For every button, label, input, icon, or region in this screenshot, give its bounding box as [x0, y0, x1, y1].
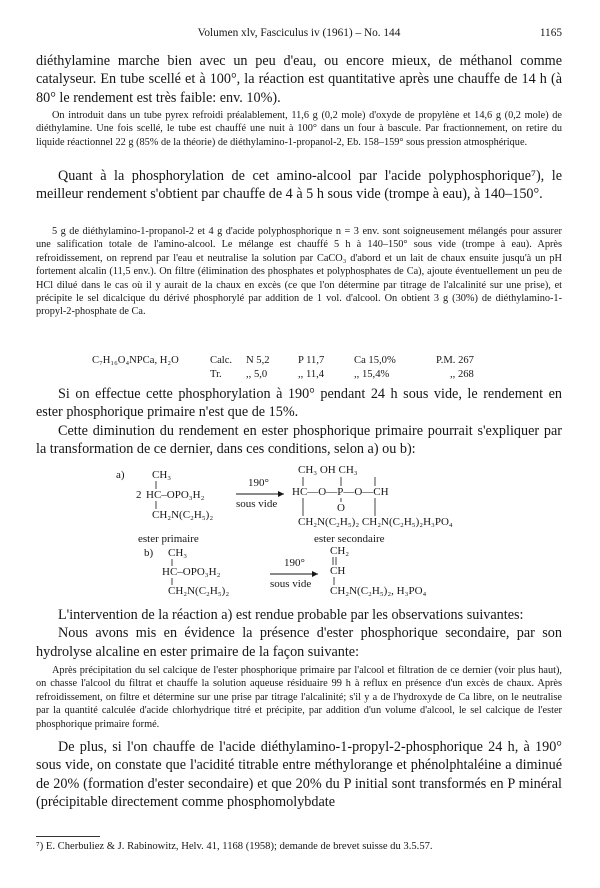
elemental-analysis: [36, 355, 562, 383]
product-a-oxygen: O: [337, 502, 345, 514]
footnote-rule: [36, 836, 100, 837]
product-b-middle: CH: [330, 565, 346, 577]
running-title: Volumen xlv, Fasciculus iv (1961) – No. 144: [197, 27, 401, 39]
analysis-calc-n: N 5,2: [246, 355, 270, 366]
paragraph-yield-190: [36, 385, 562, 422]
arrow-b-temperature: 190°: [284, 557, 305, 569]
paragraph-text: diéthylamine marche bien avec un peu d'eau, ou encore mieux, de méthanol comme catalyseur. En tube scellé et à 100°, la réaction est quantitative après une chauffe de 14 h (à 80° le rendement est très faible: env. 10%).: [36, 53, 562, 106]
scheme-label-b: b): [144, 547, 154, 559]
paragraph-text: L'intervention de la réaction a) est rendue probable par les observations suivantes:: [58, 607, 524, 623]
reactant-a-ch3: CH₃: [152, 469, 172, 481]
analysis-calc-p: P 11,7: [298, 355, 325, 366]
arrow-b-vacuum: sous vide: [270, 578, 312, 590]
arrow-head-b: [312, 571, 318, 577]
analysis-found-ca: ,, 15,4%: [354, 369, 390, 380]
analysis-formula: C₇H₁₆O₄NPCa, H₂O: [92, 355, 179, 366]
paragraph-text: Si on effectue cette phosphorylation à 190° pendant 24 h sous vide, le rendement en ester phosphorique primaire n'est que de 15%.: [36, 386, 562, 421]
experimental-text: Après précipitation du sel calcique de l'ester phosphorique primaire par l'alcool et filtration de ce dernier (voir plus haut), on chasse l'alcool du filtrat et chauffe la solution aqueuse résiduaire 99 h à reflux en présence d'un excès de chaux. Après refroidissement, on filtre et détermine sur une prise par titrage l'alcalinité; s'il y a de l'hydroxyde de Ca libre, on le neutralise par la quantité calculée d'acide chlorhydrique titré et précipite, par addition d'un volume d'alcool, le sel calcique de l'ester phosphorique primaire formé.: [36, 665, 562, 730]
reactant-b-ch2n: CH₂N(C₂H₅)₂: [168, 585, 230, 597]
paragraph-catalyst: [36, 52, 562, 107]
paragraph-observations: [36, 606, 562, 661]
arrow-head-a: [278, 491, 284, 497]
product-b-bottom: CH₂N(C₂H₅)₂, H₃PO₄: [330, 585, 427, 597]
analysis-found-pm: ,, 268: [450, 369, 474, 380]
scheme-label-a: a): [116, 469, 125, 481]
analysis-calc-ca: Ca 15,0%: [354, 355, 396, 366]
arrow-a-temperature: 190°: [248, 477, 269, 489]
product-a-top: CH₃ OH CH₃: [298, 464, 358, 476]
reactant-b-hc: HC–OPO₃H₂: [162, 566, 221, 578]
footnote: [36, 840, 562, 853]
paragraph-explanation: [36, 422, 562, 459]
paragraph-phosphorylation: [36, 167, 562, 204]
caption-ester-secondaire: ester secondaire: [314, 533, 385, 545]
reactant-a-ch2n: CH₂N(C₂H₅)₂: [152, 509, 214, 521]
experimental-text: On introduit dans un tube pyrex refroidi préalablement, 11,6 g (0,2 mole) d'oxyde de propylène et 14,6 g (0,2 mole) de diéthylamine. Une fois scellé, le tube est chauffé une nuit à 100° dans un four à bascule. Par fractionnement, on retire du liquide réactionnel 22 g (85% de la théorie) de diéthylamino-1-propanol-2, Eb. 158–159° sous pression atmosphérique.: [36, 110, 562, 148]
analysis-calc-label: Calc.: [210, 355, 233, 366]
experimental-block-3: [36, 664, 562, 731]
product-a-bottom: CH₂N(C₂H₅)₂ CH₂N(C₂H₅)₂H₃PO₄: [298, 516, 453, 528]
reactant-a-coefficient: 2: [136, 489, 142, 501]
analysis-found-n: ,, 5,0: [246, 369, 268, 380]
footnote-text: ⁷) E. Cherbuliez & J. Rabinowitz, Helv. 41, 1168 (1958); demande de brevet suisse du 3.5.57.: [36, 841, 433, 852]
analysis-molar-mass: P.M. 267: [436, 355, 474, 366]
reactant-a-hc: HC–OPO₃H₂: [146, 489, 205, 501]
reactant-b-ch3: CH₃: [168, 547, 188, 559]
paragraph-text: Quant à la phosphorylation de cet amino-alcool par l'acide polyphosphorique⁷), le meilleur rendement s'obtient par chauffe de 4 à 5 h sous vide (trompe à eau), à 140–150°.: [36, 168, 562, 203]
paragraph-text: Cette diminution du rendement en ester phosphorique primaire pourrait s'expliquer par la transformation de ce dernier, dans ces conditions, selon a) ou b):: [36, 423, 562, 458]
running-header: [36, 27, 562, 43]
paragraph-acidity: [36, 738, 562, 812]
experimental-block-1: [36, 109, 562, 149]
caption-ester-primaire: ester primaire: [138, 533, 199, 545]
experimental-block-2: [36, 225, 562, 319]
product-a-middle: HC—O—P—O—CH: [292, 486, 389, 498]
analysis-found-p: ,, 11,4: [298, 369, 325, 380]
paragraph-text: De plus, si l'on chauffe de l'acide diéthylamino-1-propyl-2-phosphorique 24 h, à 190° sous vide, on constate que l'acidité titrable entre méthylorange et phénolphtaléine a diminué de 20% (formation d'ester secondaire) et que 20% du P initial sont transformés en P minéral (précipitable directement comme phosphomolybdate: [36, 739, 562, 811]
page-number: 1165: [539, 27, 562, 39]
product-b-top: CH₂: [330, 545, 350, 557]
paragraph-text: Nous avons mis en évidence la présence d'ester phosphorique secondaire, par son hydrolyse alcaline en ester primaire de la façon suivante:: [36, 625, 562, 660]
experimental-text: 5 g de diéthylamino-1-propanol-2 et 4 g d'acide polyphosphorique n = 3 env. sont soigneusement mélangés pour assurer une salification totale de l'amino-alcool. Le mélange est chauffé 5 h à 140–150° sous vide (trompe à eau). Après refroidissement, on reprend par l'eau et neutralise la solution par CaCO₃ d'abord et un lait de chaux ensuite jusqu'à un pH fortement alcalin (11,5 env.). On filtre (élimination des phosphates et polyphosphates de Ca), ajoute éventuellement un peu de HCl dilué dans le cas où il y aurait de la chaux en excès (ce que l'on détermine par titrage de l'alcalinité sur une prise), et précipite le sel dicalcique du dérivé phosphorylé par addition de 1 vol. d'alcool. On obtient 3 g (30%) de diéthylamino-1-propyl-2-phosphate de Ca.: [36, 226, 562, 318]
analysis-found-label: Tr.: [210, 369, 222, 380]
arrow-a-vacuum: sous vide: [236, 498, 278, 510]
